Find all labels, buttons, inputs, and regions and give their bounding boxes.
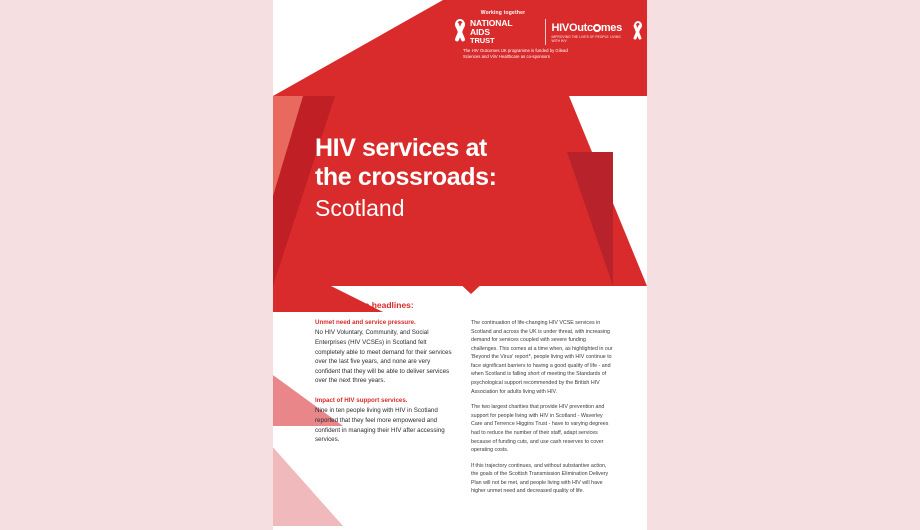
working-together-label: Working together — [480, 10, 526, 16]
logo-divider — [545, 19, 546, 45]
logo-group — [453, 10, 643, 45]
two-column-layout — [315, 319, 615, 503]
hiv-outcomes-wordmark — [552, 22, 630, 34]
funding-note: The HIV Outcomes UK programme is funded by Gilead Sciences and ViiV Healthcare as co-sponsors — [463, 48, 568, 60]
nat-line-1: NATIONAL — [470, 18, 513, 29]
hiv-outcomes-subtitle: IMPROVING THE LIVES OF PEOPLE LIVING WITH HIV — [551, 34, 621, 43]
national-aids-trust-logo — [453, 19, 539, 45]
body-paragraph: The two largest charities that provide HIV prevention and support for people living with HIV in Scotland - Waverley Care and Terrence Higgins Trust - have to varying degrees had to reduce the number of their staff, adapt services because of funding cuts, and use cash reserves to cover operating costs. — [471, 404, 609, 454]
hiv-outcomes-logo — [552, 21, 643, 43]
nat-line-3: TRUST — [470, 35, 495, 45]
key-evidence-headline-label: Key evidence headlines: — [315, 300, 414, 310]
body-paragraph: The continuation of life-changing HIV VCSE services in Scotland and across the UK is under threat, with increasing demand for services coupled with severe funding challenges. This comes at a time when, as highlighted in our 'Beyond the Virus' report*, people living with HIV continue to face significant barriers to having a good quality of life - and when Scotland is falling short of meeting the Standards of psychological support recommended by the British HIV Association for adults living with HIV. — [471, 320, 613, 395]
evidence-item-body: Nine in ten people living with HIV in Scotland reported that they feel more empowered and confident in managing their HIV after accessing services. — [315, 407, 445, 444]
red-ribbon-icon — [453, 19, 467, 45]
title-line-2: the crossroads: — [315, 163, 497, 192]
chevron-v-marker — [441, 286, 501, 294]
evidence-item-heading: Unmet need and service pressure. — [315, 319, 416, 326]
title-line-1: HIV services at — [315, 134, 487, 162]
header-band — [273, 0, 647, 96]
evidence-item — [315, 319, 457, 386]
body-paragraph: If this trajectory continues, and without substantive action, the goals of the Scottish Transmission Elimination Delivery Plan will not be met, and people living with HIV will have higher unmet need and decreased quality of life. — [471, 462, 609, 495]
red-ribbon-small-icon — [632, 21, 643, 43]
left-column — [315, 319, 457, 503]
ribbon-o-icon — [593, 24, 601, 32]
logo-row — [453, 19, 643, 45]
hiv-outcomes-text-part2: mes — [600, 21, 622, 34]
title-subtitle: Scotland — [315, 194, 405, 221]
header-white-notch — [273, 0, 443, 96]
content-area — [315, 300, 615, 503]
page-title — [315, 134, 497, 222]
hiv-outcomes-text-part1: HIVOutc — [551, 21, 593, 34]
title-band — [273, 96, 647, 286]
evidence-item — [315, 397, 457, 445]
evidence-item-body: No HIV Voluntary, Community, and Social Enterprises (HIV VCSEs) in Scotland felt completely able to meet demand for their services over the last five years, and none are very confident that they will be able to deliver services over the next three years. — [315, 329, 452, 385]
national-aids-trust-wordmark — [470, 19, 512, 44]
nat-line-2: AIDS — [470, 27, 490, 38]
right-column — [471, 319, 613, 503]
document-page — [273, 0, 647, 530]
decorative-wedge-left-light — [273, 96, 303, 196]
decorative-wedge-right-dark — [567, 152, 613, 286]
evidence-item-heading: Impact of HIV support services. — [315, 397, 408, 405]
